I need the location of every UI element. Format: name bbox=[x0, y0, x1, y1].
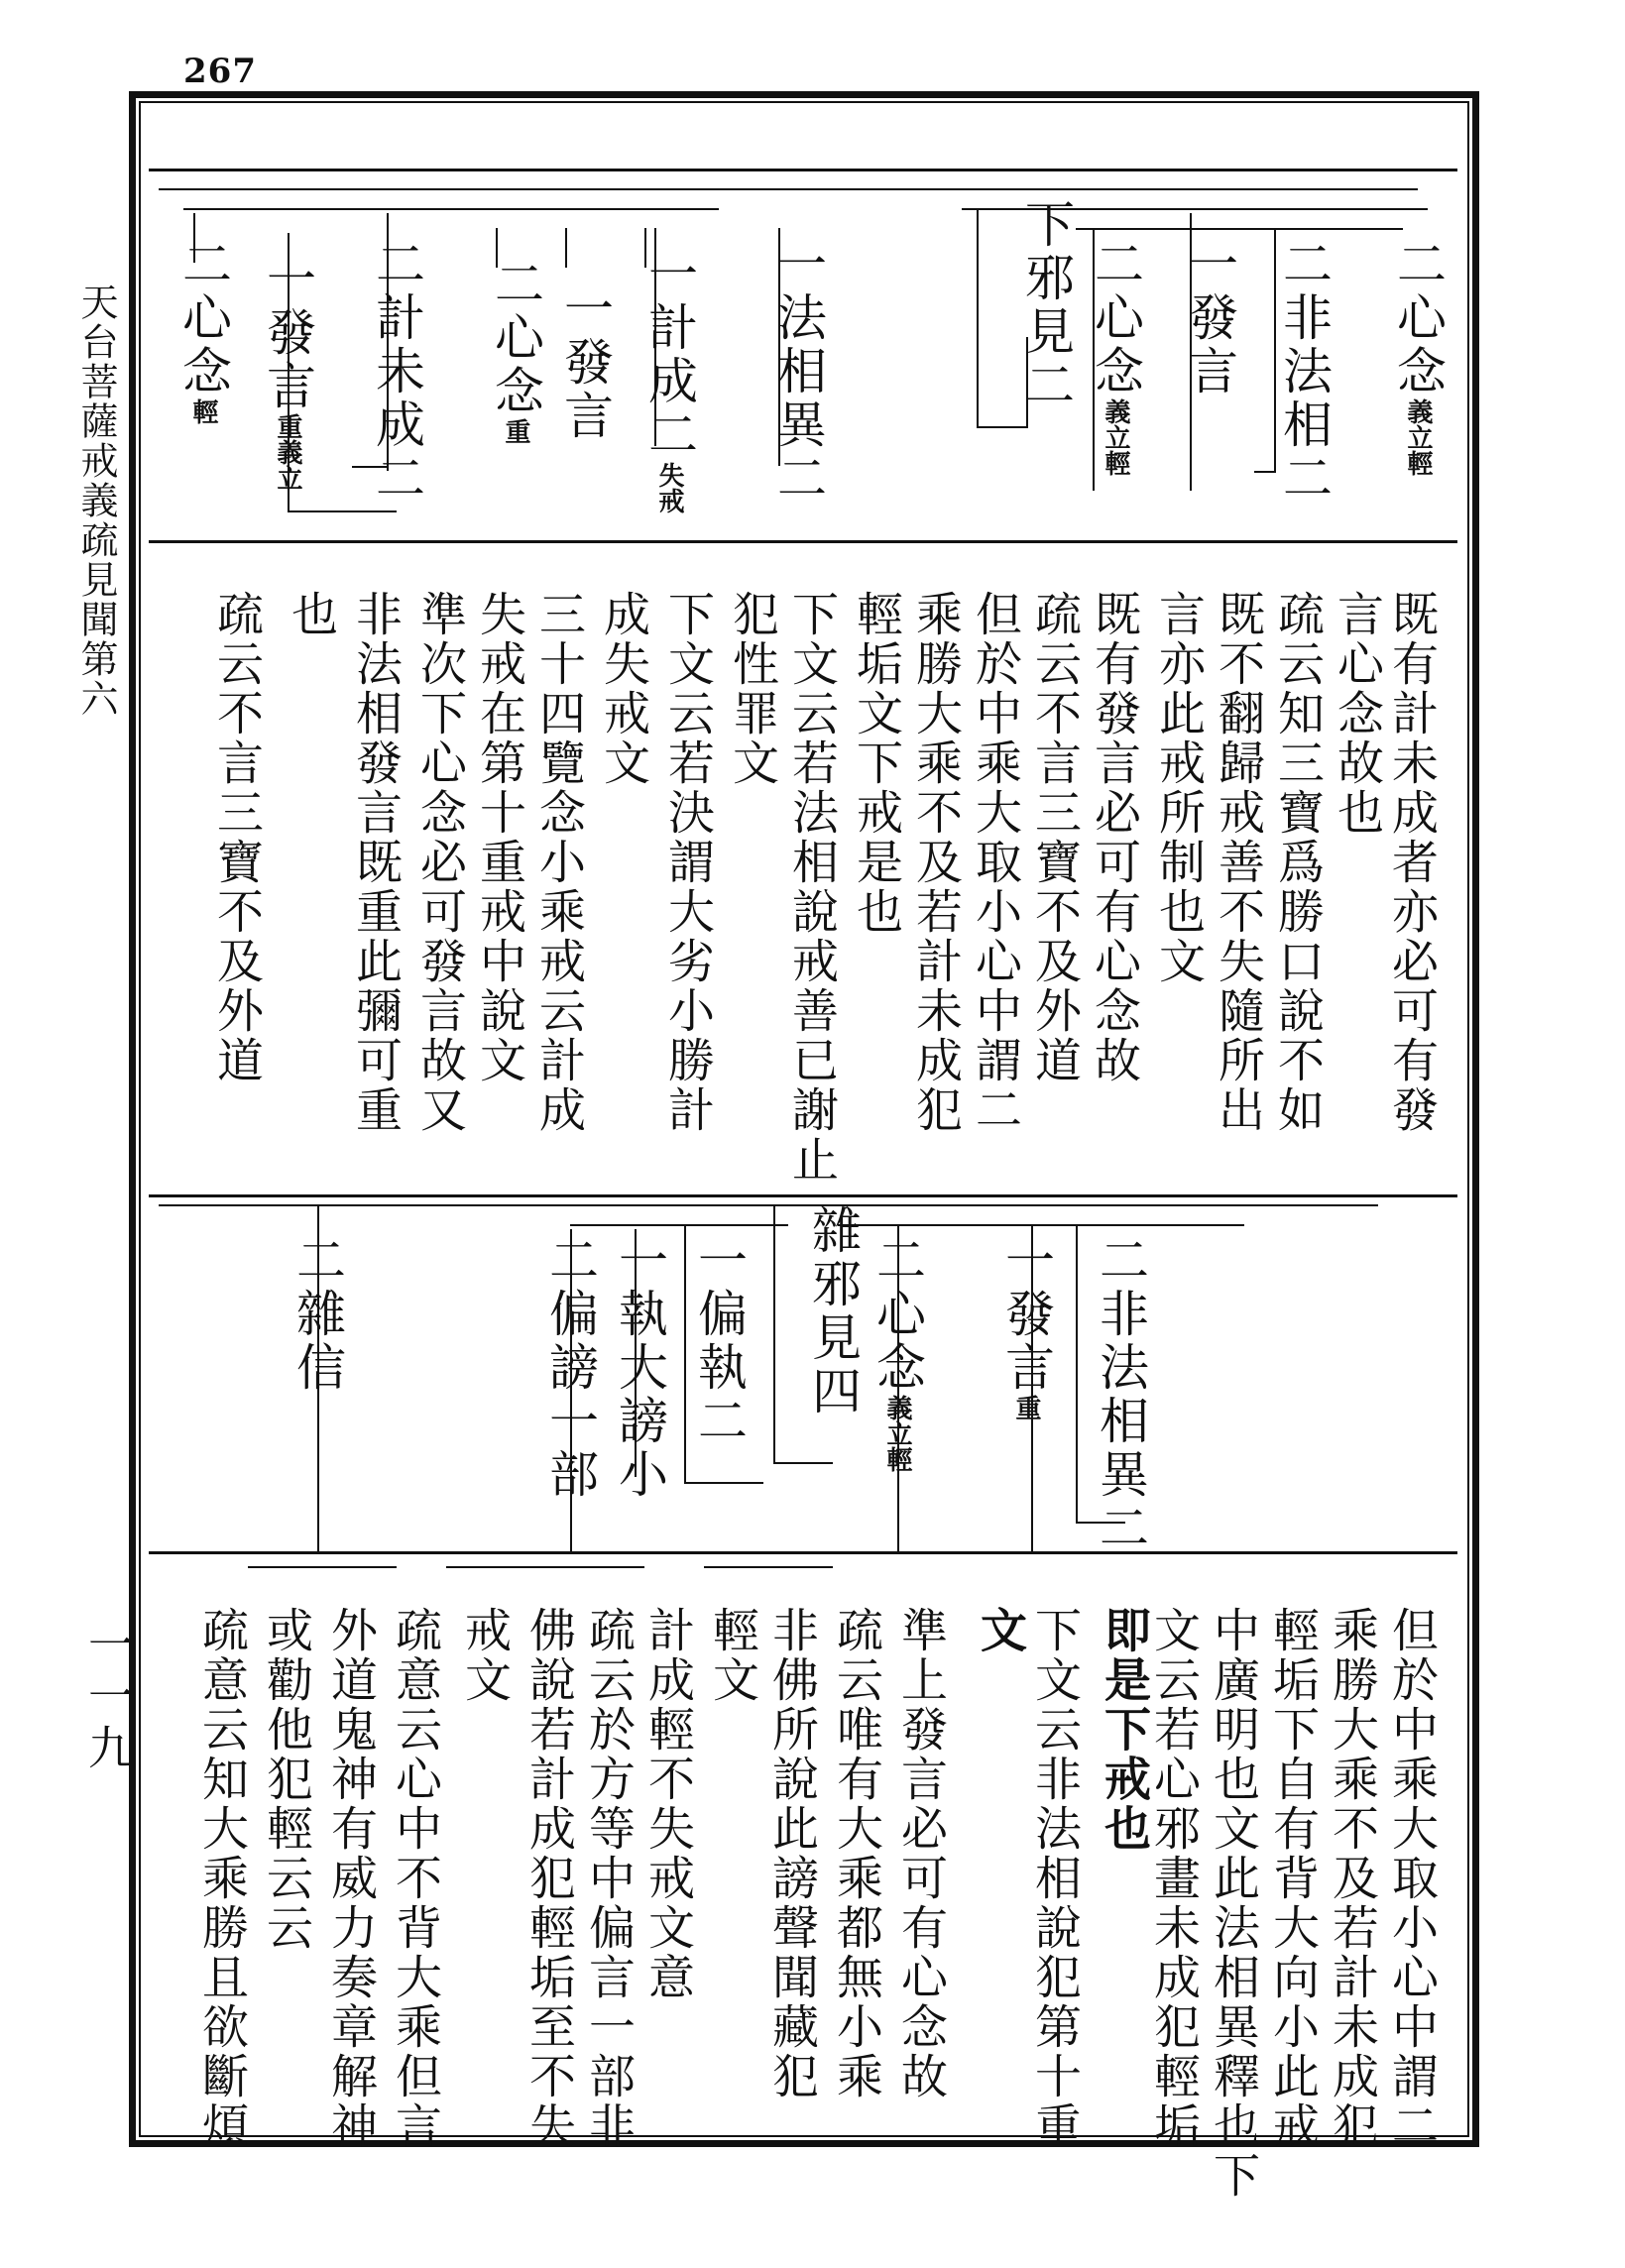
lower-text-col-10: 疏云唯有大乘都無小乘 bbox=[829, 1606, 883, 2101]
lower-text-col-13: 計成輕不失戒文意 bbox=[640, 1606, 695, 2002]
upper-node-5: 下邪見二 bbox=[1017, 198, 1075, 412]
folio-number: 一一九 bbox=[81, 1621, 135, 1775]
upper-text-col-14: 成失戒文 bbox=[596, 590, 650, 788]
upper-node-10: 二計未成二 bbox=[368, 238, 425, 506]
upper-text-col-15: 三十四覽念小乘戒云計成 bbox=[531, 590, 586, 1135]
upper-node-3: 一發言 bbox=[1181, 238, 1238, 398]
upper-node-4: 二心念義立輕 bbox=[1087, 238, 1144, 476]
rule-top bbox=[149, 169, 1457, 171]
lower-node-4: 雜邪見四 bbox=[804, 1204, 862, 1418]
running-head: 天台菩薩戒義疏見聞第六 bbox=[74, 283, 118, 719]
lower-node-8: 二雜信 bbox=[289, 1234, 346, 1395]
lower-text-col-5: 文云若心邪畫未成犯輕垢 bbox=[1146, 1606, 1201, 2151]
lower-node-5: 一偏執二 bbox=[690, 1234, 748, 1448]
upper-text-col-4: 既不翻歸戒善不失隨所出 bbox=[1211, 590, 1265, 1135]
upper-text-col-1: 既有計未成者亦必可有發 bbox=[1384, 590, 1439, 1135]
upper-node-11: 一發言重義立 bbox=[259, 253, 316, 491]
upper-text-col-5: 言亦此戒所制也文 bbox=[1151, 590, 1206, 986]
page-number: 267 bbox=[183, 52, 257, 91]
lower-text-col-16: 戒文 bbox=[457, 1606, 512, 1705]
upper-node-7: 一計成二失戒 bbox=[640, 248, 698, 513]
lower-text-col-7: 下文云非法相說犯第十重 bbox=[1027, 1606, 1082, 2151]
lower-text-col-3: 輕垢下自有背大向小此戒 bbox=[1265, 1606, 1320, 2151]
upper-text-col-10: 輕垢文下戒是也 bbox=[849, 590, 903, 937]
upper-text-col-8: 但於中乘大取小心中謂二 bbox=[968, 590, 1022, 1135]
lower-text-col-11: 非佛所說此謗聲聞藏犯 bbox=[764, 1606, 819, 2101]
lower-node-1: 二非法相異二 bbox=[1092, 1234, 1149, 1555]
upper-node-9: 二心念重 bbox=[487, 258, 544, 444]
rule-lower-tree-bottom bbox=[149, 1551, 1457, 1554]
upper-text-col-12: 犯性罪文 bbox=[725, 590, 779, 788]
lower-text-col-17: 疏意云心中不背大乘但言 bbox=[388, 1606, 442, 2151]
lower-text-col-1: 但於中乘大取小心中謂二 bbox=[1384, 1606, 1439, 2151]
lower-text-col-20: 疏意云知大乘勝且欲斷煩 bbox=[194, 1606, 249, 2151]
rule-upper-tree-bottom bbox=[149, 540, 1457, 543]
upper-text-col-18: 非法相發言既重此彌可重 bbox=[348, 590, 403, 1135]
upper-text-col-7: 疏云不言三寶不及外道 bbox=[1027, 590, 1082, 1085]
lower-text-col-9: 準上發言必可有心念故 bbox=[893, 1606, 948, 2101]
upper-node-6: 一法相異二 bbox=[769, 238, 827, 506]
lower-node-7: 二偏謗一部 bbox=[541, 1234, 599, 1502]
upper-node-2: 二非法相二 bbox=[1275, 238, 1333, 506]
lower-node-6: 一執大謗小 bbox=[611, 1234, 668, 1502]
upper-text-col-20: 疏云不言三寶不及外道 bbox=[209, 590, 264, 1085]
upper-text-col-3: 疏云知三寶爲勝口說不如 bbox=[1270, 590, 1325, 1135]
rule-middle bbox=[149, 1194, 1457, 1197]
upper-text-col-2: 言心念故也 bbox=[1330, 590, 1384, 838]
upper-text-col-6: 既有發言必可有心念故 bbox=[1087, 590, 1141, 1085]
lower-text-col-6: 即是下戒也 bbox=[1097, 1606, 1151, 1854]
upper-text-col-11: 下文云若法相說戒善已謝止 bbox=[784, 590, 839, 1185]
lower-text-col-18: 外道鬼神有威力奏章解神 bbox=[323, 1606, 378, 2151]
lower-text-col-2: 乘勝大乘不及若計未成犯 bbox=[1325, 1606, 1379, 2151]
upper-text-col-16: 失戒在第十重戒中說文 bbox=[472, 590, 526, 1085]
upper-text-col-17: 準次下心念必可發言故又 bbox=[412, 590, 467, 1135]
upper-text-col-13: 下文云若決謂大劣小勝計 bbox=[660, 590, 715, 1135]
lower-text-col-12: 輕文 bbox=[705, 1606, 759, 1705]
lower-text-col-15: 佛說若計成犯輕垢至不失 bbox=[522, 1606, 576, 2151]
lower-text-col-19: 或勸他犯輕云云 bbox=[259, 1606, 313, 1953]
lower-text-col-8: 文 bbox=[973, 1606, 1027, 1655]
lower-node-2: 一發言重 bbox=[997, 1234, 1055, 1420]
upper-node-1: 二心念義立輕 bbox=[1389, 238, 1447, 476]
lower-text-col-14: 疏云於方等中偏言一部非 bbox=[581, 1606, 636, 2151]
upper-node-8: 一發言 bbox=[556, 283, 614, 443]
upper-text-col-9: 乘勝大乘不及若計未成犯 bbox=[908, 590, 963, 1135]
lower-text-col-4: 中廣明也文此法相異釋也下 bbox=[1206, 1606, 1260, 2201]
upper-node-12: 二心念輕 bbox=[174, 238, 232, 424]
lower-node-3: 二心念義立輕 bbox=[869, 1234, 926, 1472]
upper-text-col-19: 也 bbox=[284, 590, 338, 639]
